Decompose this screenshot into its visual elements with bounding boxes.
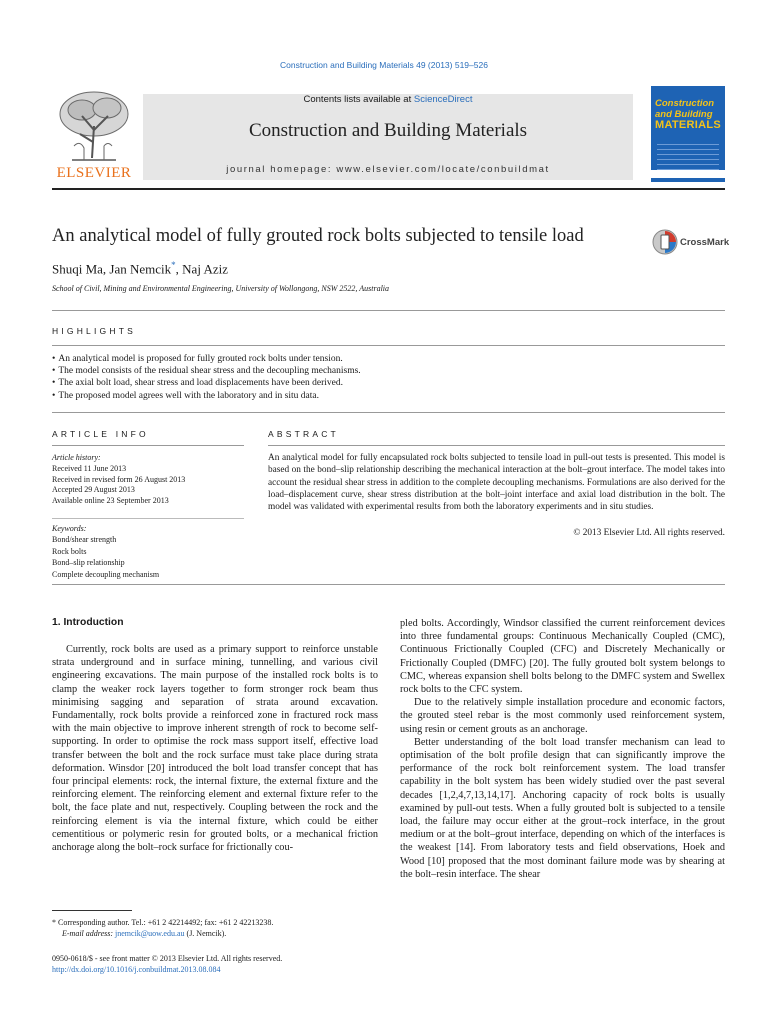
footnote	[52, 917, 382, 939]
cover-title-line: and Building	[655, 109, 713, 120]
elsevier-wordmark: ELSEVIER	[56, 165, 132, 181]
authors	[52, 260, 228, 277]
highlights-list	[52, 353, 725, 402]
cover-title	[655, 98, 721, 131]
highlight-item: • The model consists of the residual shear stress and the decoupling mechanisms.	[52, 365, 725, 377]
journal-homepage[interactable]: journal homepage: www.elsevier.com/locate/conbuildmat	[226, 164, 550, 175]
footnote-divider	[52, 910, 132, 911]
history-item: Received in revised form 26 August 2013	[52, 474, 186, 484]
body-left-column	[52, 643, 378, 854]
tree-icon	[52, 86, 136, 164]
divider	[268, 445, 725, 446]
keywords-label: Keywords:	[52, 524, 87, 533]
history-item: Accepted 29 August 2013	[52, 485, 135, 495]
keyword-item: Complete decoupling mechanism	[52, 569, 160, 579]
highlights-heading: HIGHLIGHTS	[52, 326, 136, 336]
cover-title-line: MATERIALS	[655, 119, 722, 131]
body-paragraph: Due to the relatively simple installation procedure and economic factors, the grouted steel rebar is the most commonly used reinforcement system, using resin or cement grouts as an anchorage.	[400, 697, 725, 735]
email-suffix: (J. Nemcik).	[184, 929, 227, 938]
doi-link[interactable]: http://dx.doi.org/10.1016/j.conbuildmat.2013.08.084	[52, 965, 221, 974]
history-label: Article history:	[52, 453, 101, 462]
section-heading: 1. Introduction	[52, 617, 124, 628]
header-divider	[52, 188, 725, 190]
journal-title: Construction and Building Materials	[248, 120, 528, 141]
keyword-item: Bond/shear strength	[52, 535, 117, 545]
highlight-item: • An analytical model is proposed for fully grouted rock bolts under tension.	[52, 353, 725, 365]
keyword-item: Rock bolts	[52, 546, 87, 556]
divider	[52, 445, 244, 446]
journal-cover-image	[651, 86, 725, 182]
corresponding-author-mark[interactable]: *	[171, 260, 176, 270]
author-names-rest: , Naj Aziz	[175, 261, 228, 277]
affiliation: School of Civil, Mining and Environmental Engineering, University of Wollongong, NSW 2522, Australia	[52, 284, 390, 293]
highlight-item: • The axial bolt load, shear stress and load displacements have been derived.	[52, 377, 725, 389]
abstract-copyright: © 2013 Elsevier Ltd. All rights reserved.	[573, 528, 725, 538]
journal-citation[interactable]: Construction and Building Materials 49 (2013) 519–526	[280, 60, 488, 70]
contents-prefix: Contents lists available at	[303, 94, 414, 105]
body-paragraph: Better understanding of the bolt load transfer mechanism can lead to optimisation of the bolt profile design that can significantly improve the performance of the rock bolt reinforcement system. The load transfer capability in the bolt system has been widely studied over the past several decades [1,2,4,7,13,14,17]. Anchoring capacity of rock bolts is usually examined by pull-out tests. When a fully grouted bolt is subjected to a tensile load, the failure may occur either at the grout–rock interface, in the grout medium or at the bolt–grout interface, depending on which of the interfaces is the weakest [14]. From laboratory tests and field observations, Hoek and Wood [10] proposed that the most dominant failure mode was by shearing at the bolt–resin interface. The shear	[400, 736, 725, 880]
article-info-heading: ARTICLE INFO	[52, 429, 149, 439]
keyword-item: Bond–slip relationship	[52, 558, 125, 568]
corresponding-author-note: * Corresponding author. Tel.: +61 2 42214492; fax: +61 2 42213238.	[52, 918, 274, 927]
crossmark-button[interactable]	[652, 229, 732, 259]
cover-footer-strip	[651, 170, 725, 178]
elsevier-logo	[52, 86, 136, 182]
sciencedirect-link[interactable]: ScienceDirect	[413, 94, 473, 105]
paper-title: An analytical model of fully grouted rock bolts subjected to tensile load	[52, 226, 584, 246]
abstract-heading: ABSTRACT	[268, 429, 339, 439]
article-history	[52, 453, 252, 507]
email-link[interactable]: jnemcik@uow.edu.au	[115, 929, 185, 938]
author-names: Shuqi Ma, Jan Nemcik	[52, 261, 172, 277]
body-paragraph: pled bolts. Accordingly, Windsor classified the current reinforcement devices into three fundamental groups: Continuous Mechanically Coupled (CMC), Continuous Frictionally Coupled (CFC) and Discretely Mechanically or Frictionally Coupled (DMFC) [20]. The fully grouted bolt system belongs to CMC, whereas expansion shell bolts belong to the DMFC system and Swellex rock bolts to the CFC system.	[400, 618, 725, 696]
body-paragraph: Currently, rock bolts are used as a primary support to reinforce unstable strata underground and in surface mining, tunnelling, and various civil engineering excavations. The main purpose of the installed rock bolts is to clamp the weaker rock layers together to form stronger rock beam thus minimising sagging and separation of strata around excavation. Fundamentally, rock bolts provide a reinforced zone in fractured rock mass with the main objective to improve inherent strength of rock to become self-supporting. In order to optimise the rock mass support itself, effective load transfer between the bolt and the rock surface must take place during strata deformation. Winsdor [20] introduced the bolt load transfer concept that has four principal elements: rock, the internal fixture, the external fixture and the reinforcing element. The reinforcing element and external fixture refer to the bolt, the face plate and nut, respectively. Coupling between the rock and the reinforcing element is via the internal fixture, which could be either cementitious or polymeric resin for grouted bolts, or a mechanical friction anchorage along the bolt–rock surface for frictionally cou-	[52, 644, 378, 854]
keywords	[52, 523, 252, 580]
history-item: Received 11 June 2013	[52, 463, 127, 473]
crossmark-icon	[652, 229, 678, 255]
cover-title-line: Construction	[655, 98, 715, 109]
abstract-text: An analytical model for fully encapsulated rock bolts subjected to tensile load in pull-out tests is presented. This model is based on the bond–slip relationship describing the mechanical interaction at the bolt–grout interface. The model takes into account the residual shear stress in addition to the complete decoupling mechanisms. Formulations are also derived for the load–displacement curve, shear stress distribution at the bolt–joint interface and axial load distribution in the bolt. The model was validated with experimental results from both the laboratory experiments and in situ studies.	[268, 453, 725, 513]
contents-line	[143, 94, 633, 105]
divider	[52, 412, 725, 413]
history-item: Available online 23 September 2013	[52, 496, 169, 506]
divider	[52, 584, 725, 585]
body-right-column	[400, 617, 725, 881]
issn-block	[52, 953, 282, 975]
journal-header	[143, 94, 633, 180]
divider	[52, 345, 725, 346]
issn-line: 0950-0618/$ - see front matter © 2013 Elsevier Ltd. All rights reserved.	[52, 954, 283, 963]
email-label: E-mail address:	[62, 929, 116, 938]
divider	[52, 310, 725, 311]
crossmark-label: CrossMark	[680, 237, 730, 248]
highlight-item: • The proposed model agrees well with the laboratory and in situ data.	[52, 390, 725, 402]
divider	[52, 518, 244, 519]
